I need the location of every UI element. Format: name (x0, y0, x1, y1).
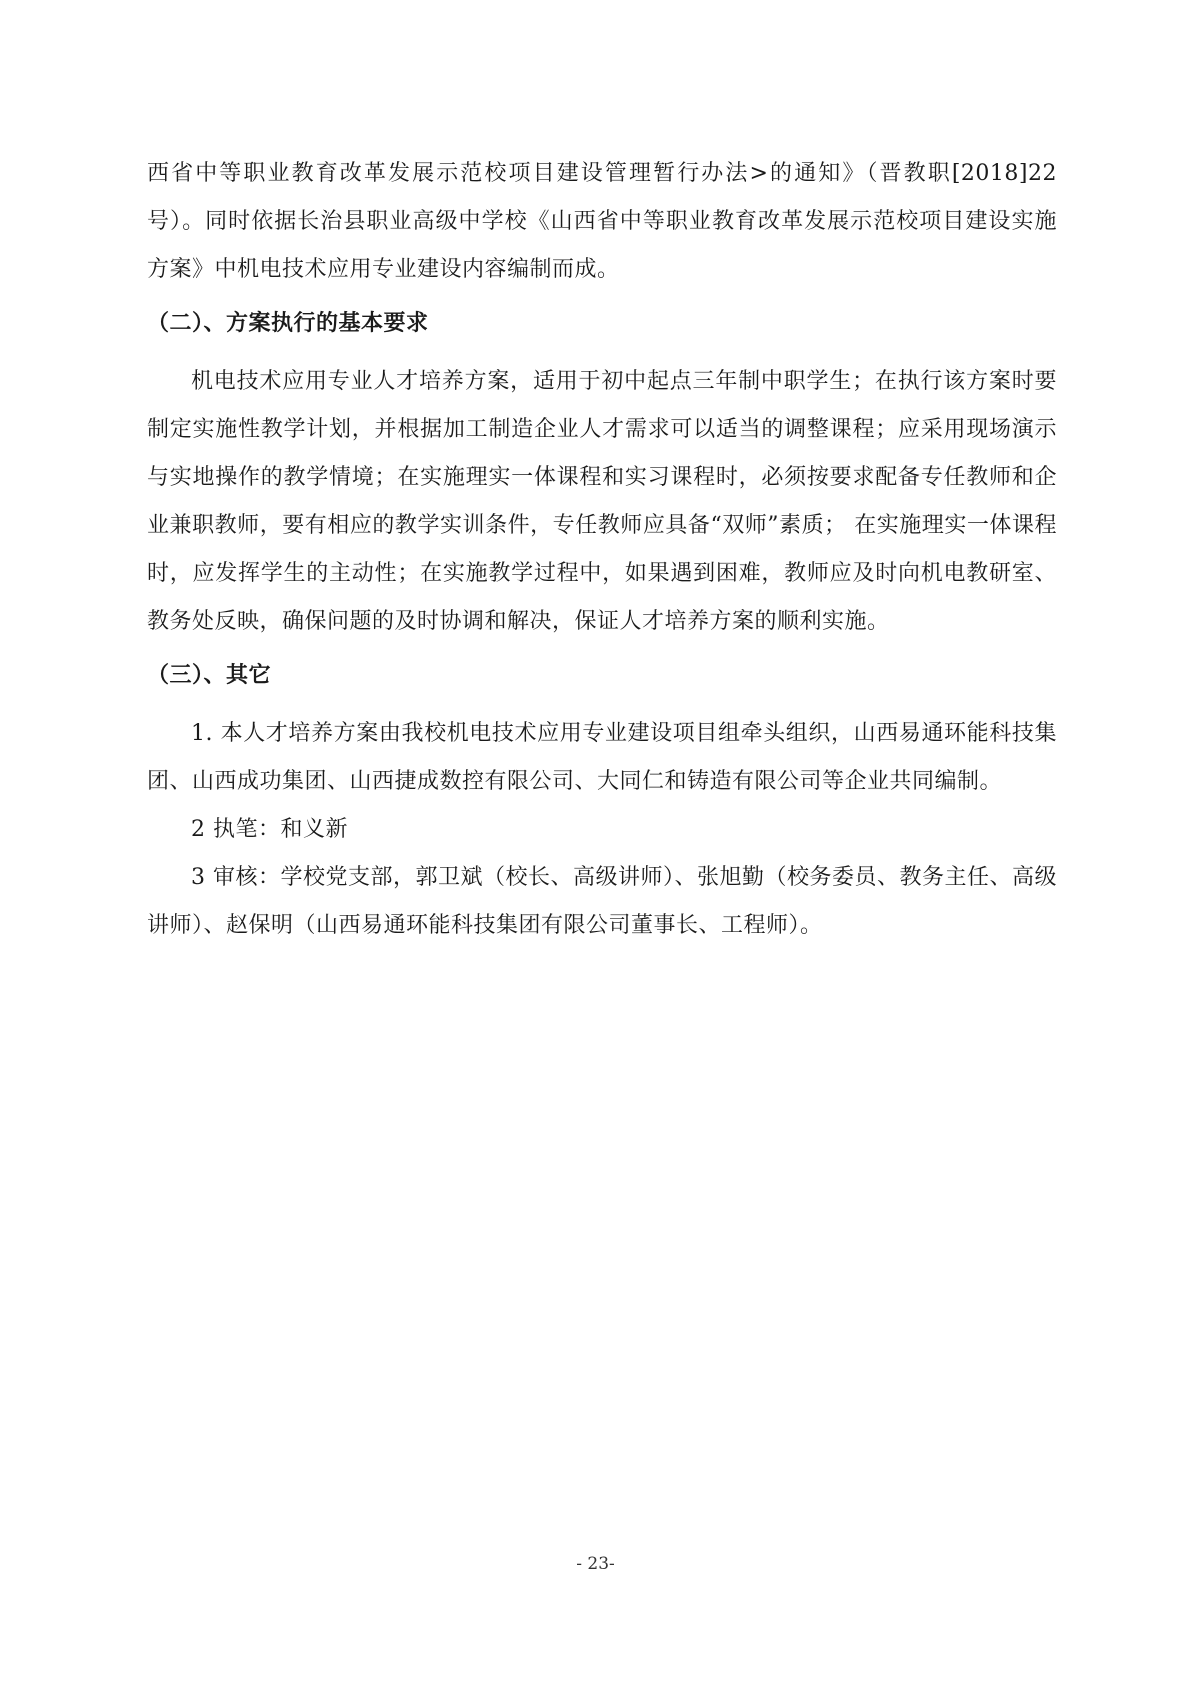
spacer (147, 348, 1057, 358)
document-body (147, 150, 1057, 950)
list-item-3: 3 审核：学校党支部，郭卫斌（校长、高级讲师）、张旭勤（校务委员、教务主任、高级讲师）、赵保明（山西易通环能科技集团有限公司董事长、工程师）。 (147, 865, 1057, 938)
list-item-1: 1. 本人才培养方案由我校机电技术应用专业建设项目组牵头组织，山西易通环能科技集团、山西成功集团、山西捷成数控有限公司、大同仁和铸造有限公司等企业共同编制。 (147, 721, 1057, 794)
spacer (147, 700, 1057, 710)
list-item-2: 2 执笔：和义新 (191, 817, 348, 842)
paragraph-intro: 西省中等职业教育改革发展示范校项目建设管理暂行办法>的通知》（晋教职[2018]22号）。同时依据长治县职业高级中学校《山西省中等职业教育改革发展示范校项目建设实施方案》中机电技术应用专业建设内容编制而成。 (147, 161, 1057, 282)
section-2-body: 机电技术应用专业人才培养方案，适用于初中起点三年制中职学生；在执行该方案时要制定实施性教学计划，并根据加工制造企业人才需求可以适当的调整课程；应采用现场演示与实地操作的教学情境；在实施理实一体课程和实习课程时，必须按要求配备专任教师和企业兼职教师，要有相应的教学实训条件，专任教师应具备“双师”素质； 在实施理实一体课程时，应发挥学生的主动性；在实施教学过程中，如果遇到困难，教师应及时向机电教研室、教务处反映，确保问题的及时协调和解决，保证人才培养方案的顺利实施。 (147, 369, 1057, 634)
page-number: - 23- (576, 1554, 615, 1574)
section-heading-3: （三）、其它 (147, 663, 272, 688)
section-heading-2: （二）、方案执行的基本要求 (147, 311, 429, 336)
